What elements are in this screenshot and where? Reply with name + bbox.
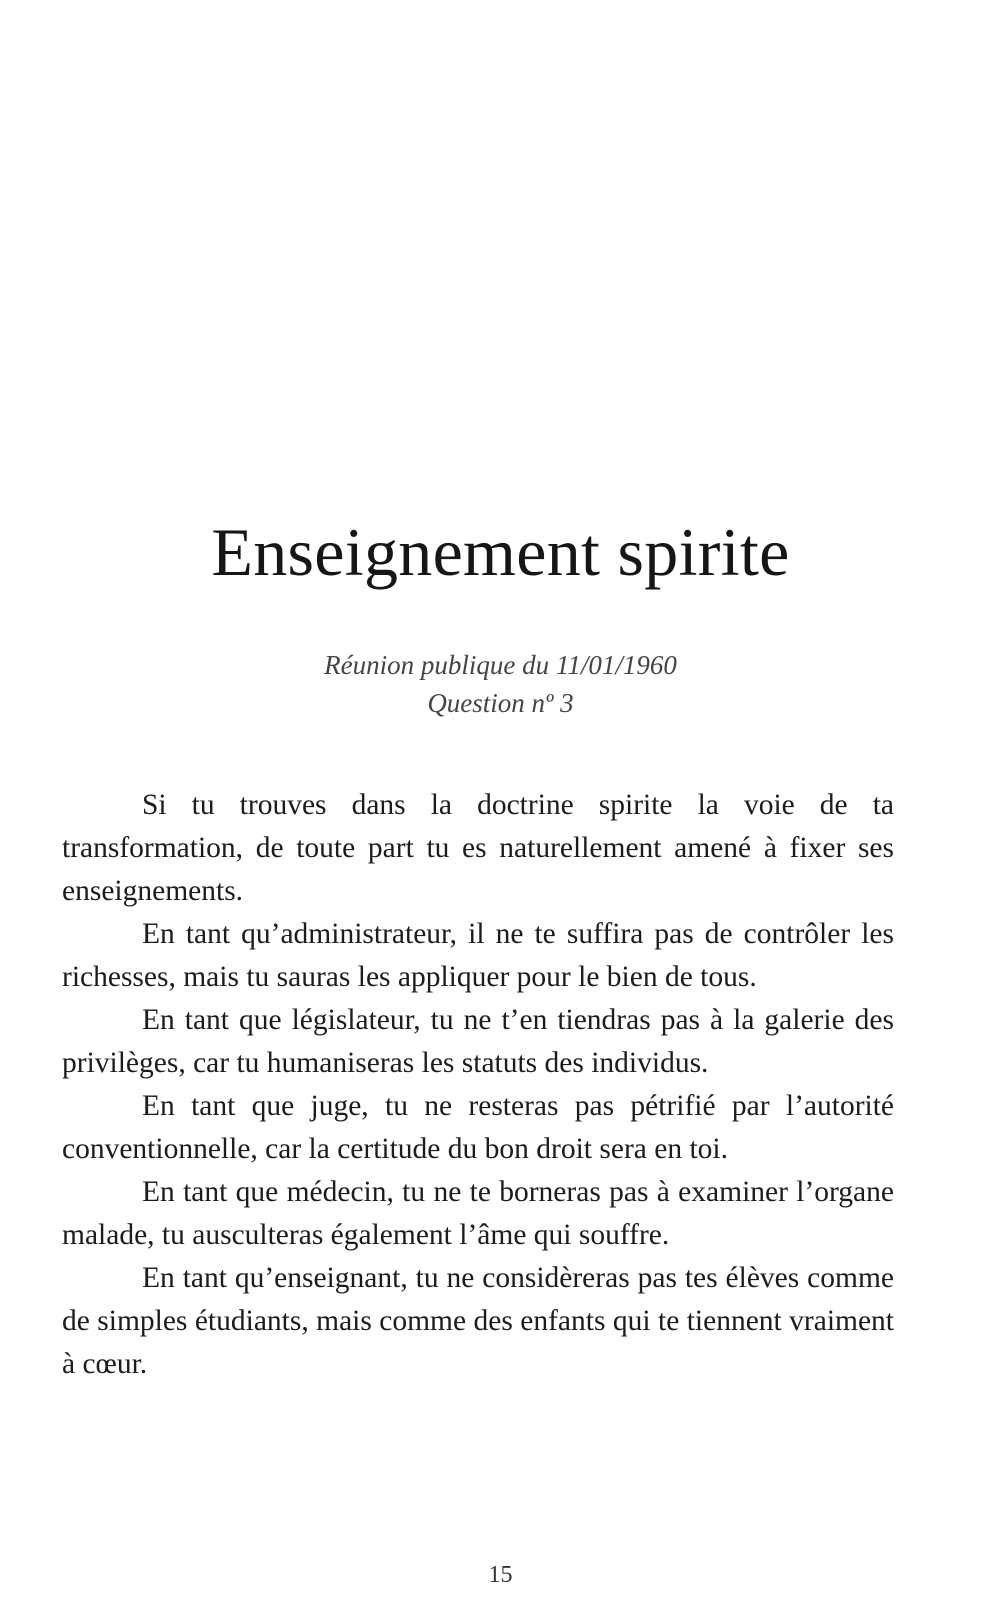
paragraph: En tant que juge, tu ne resteras pas pétrifié par l’autorité conventionnelle, car la certitude du bon droit sera en toi.: [62, 1090, 894, 1165]
page-number: 15: [488, 1562, 513, 1588]
paragraph: En tant qu’administrateur, il ne te suffira pas de contrôler les richesses, mais tu sauras les appliquer pour le bien de tous.: [62, 918, 894, 993]
chapter-subtitle: [0, 646, 1001, 722]
paragraph: En tant qu’enseignant, tu ne considèreras pas tes élèves comme de simples étudiants, mais comme des enfants qui te tiennent vraiment à cœur.: [62, 1262, 894, 1380]
paragraph: En tant que médecin, tu ne te borneras pas à examiner l’organe malade, tu ausculteras également l’âme qui souffre.: [62, 1176, 894, 1251]
paragraph: En tant que législateur, tu ne t’en tiendras pas à la galerie des privilèges, car tu humaniseras les statuts des individus.: [62, 1004, 894, 1079]
question-number-line: Question nº 3: [427, 688, 574, 718]
paragraph: Si tu trouves dans la doctrine spirite la voie de ta transformation, de toute part tu es naturellement amené à fixer ses enseignements.: [62, 789, 894, 907]
meeting-date-line: Réunion publique du 11/01/1960: [324, 650, 677, 680]
chapter-title: Enseignement spirite: [211, 514, 790, 590]
chapter-body: [62, 784, 894, 1386]
